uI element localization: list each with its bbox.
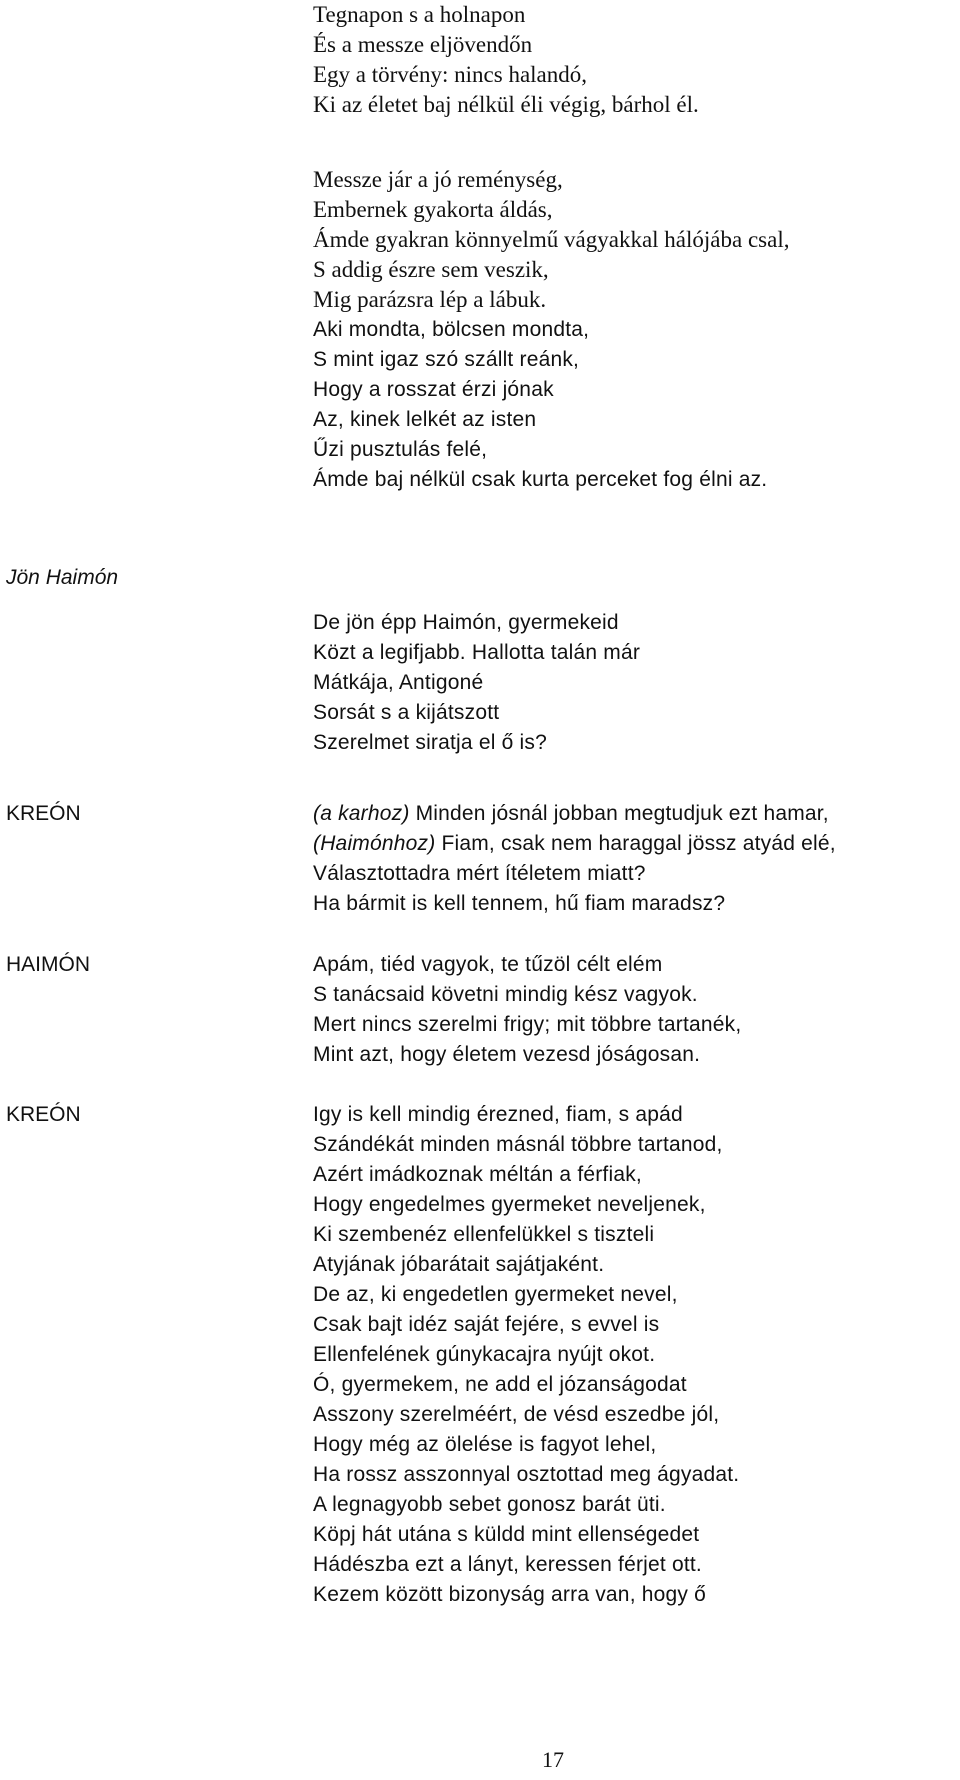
verse-line: Igy is kell mindig érezned, fiam, s apád: [313, 1103, 683, 1126]
verse-line: Hogy engedelmes gyermeket neveljenek,: [313, 1193, 706, 1216]
verse-line: Asszony szerelméért, de vésd eszedbe jól,: [313, 1403, 720, 1426]
speaker-name: KREÓN: [6, 1103, 81, 1126]
verse-line: Ellenfelének gúnykacajra nyújt okot.: [313, 1343, 656, 1366]
kreon-speech-1: [313, 799, 836, 919]
verse-line: Ha rossz asszonnyal osztottad meg ágyadat.: [313, 1463, 740, 1486]
verse-line: Csak bajt idéz saját fejére, s evvel is: [313, 1313, 660, 1336]
verse-line: [313, 799, 836, 829]
verse-line: A legnagyobb sebet gonosz barát üti.: [313, 1493, 666, 1516]
verse-line: Ki az életet baj nélkül éli végig, bárhol él.: [313, 92, 699, 117]
verse-line: Ámde gyakran könnyelmű vágyakkal hálójába csal,: [313, 227, 790, 252]
verse-line: Apám, tiéd vagyok, te tűzöl célt elém: [313, 953, 663, 976]
verse-line: Mig parázsra lép a lábuk.: [313, 287, 547, 312]
verse-line: Kezem között bizonyság arra van, hogy ő: [313, 1583, 707, 1606]
verse-line: Atyjának jóbarátait sajátjaként.: [313, 1253, 605, 1276]
verse-line: S addig észre sem veszik,: [313, 257, 549, 282]
verse-line: Sorsát s a kijátszott: [313, 701, 500, 724]
stage-direction-inline: (Haimónhoz): [313, 832, 436, 855]
verse-line: Embernek gyakorta áldás,: [313, 197, 553, 222]
chorus-stanza-2a: [313, 165, 789, 315]
verse-line: Ó, gyermekem, ne add el józanságodat: [313, 1373, 687, 1396]
verse-line: De jön épp Haimón, gyermekeid: [313, 611, 619, 634]
verse-line: Szerelmet siratja el ő is?: [313, 731, 547, 754]
verse-text: Fiam, csak nem haraggal jössz atyád elé,: [435, 832, 836, 855]
verse-line: De az, ki engedetlen gyermeket nevel,: [313, 1283, 678, 1306]
verse-line: Köpj hát utána s küldd mint ellenségedet: [313, 1523, 700, 1546]
verse-line: Ha bármit is kell tennem, hű fiam maradsz?: [313, 892, 726, 915]
verse-line: Hogy még az ölelése is fagyot lehel,: [313, 1433, 657, 1456]
verse-line: Közt a legifjabb. Hallotta talán már: [313, 641, 641, 664]
verse-line: Mint azt, hogy életem vezesd jóságosan.: [313, 1043, 701, 1066]
verse-line: Szándékát minden másnál többre tartanod,: [313, 1133, 723, 1156]
verse-line: Messze jár a jó reménység,: [313, 167, 563, 192]
verse-text: Minden jósnál jobban megtudjuk ezt hamar,: [409, 802, 829, 825]
speaker-name: KREÓN: [6, 802, 81, 825]
verse-line: És a messze eljövendőn: [313, 32, 533, 57]
verse-line: Mert nincs szerelmi frigy; mit többre tartanék,: [313, 1013, 742, 1036]
verse-line: S tanácsaid követni mindig kész vagyok.: [313, 983, 698, 1006]
verse-line: Az, kinek lelkét az isten: [313, 408, 537, 431]
haimon-speech-1: [313, 950, 741, 1070]
verse-line: [313, 829, 836, 859]
verse-line: Ámde baj nélkül csak kurta perceket fog élni az.: [313, 468, 768, 491]
verse-line: Azért imádkoznak méltán a férfiak,: [313, 1163, 642, 1186]
verse-line: Hádészba ezt a lányt, keressen férjet ott.: [313, 1553, 702, 1576]
chorus-stanza-3: [313, 608, 640, 758]
verse-line: Választottadra mért ítéletem miatt?: [313, 862, 646, 885]
verse-line: S mint igaz szó szállt reánk,: [313, 348, 580, 371]
verse-line: Aki mondta, bölcsen mondta,: [313, 318, 590, 341]
speaker-name: HAIMÓN: [6, 953, 90, 976]
verse-line: Hogy a rosszat érzi jónak: [313, 378, 554, 401]
verse-line: Tegnapon s a holnapon: [313, 2, 526, 27]
stage-direction-inline: (a karhoz): [313, 802, 410, 825]
chorus-stanza-1: [313, 0, 699, 120]
verse-line: Ki szembenéz ellenfelükkel s tiszteli: [313, 1223, 655, 1246]
verse-line: Mátkája, Antigoné: [313, 671, 484, 694]
verse-line: Egy a törvény: nincs halandó,: [313, 62, 588, 87]
page-number: 17: [542, 1747, 564, 1772]
chorus-stanza-2b: [313, 315, 767, 495]
stage-direction: Jön Haimón: [6, 566, 119, 589]
verse-line: Űzi pusztulás felé,: [313, 438, 488, 461]
kreon-speech-2: [313, 1100, 739, 1610]
